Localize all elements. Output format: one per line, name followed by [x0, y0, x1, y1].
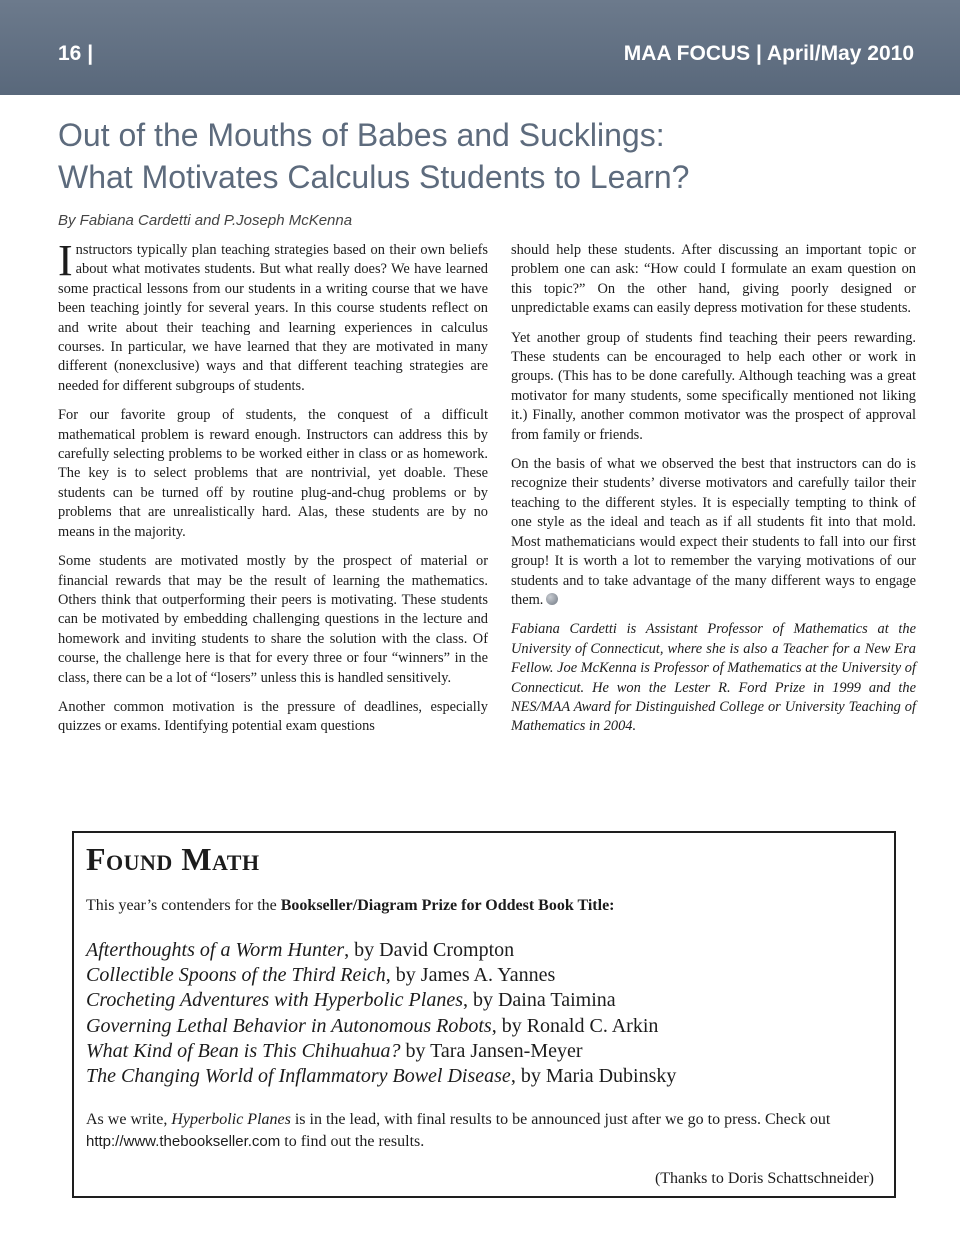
book-item [86, 1064, 676, 1089]
book-item [86, 963, 676, 988]
book-item [86, 938, 676, 963]
paragraph-5: should help these students. After discussing an important topic or problem one can ask: “How could I formulate an exam question on this topic?” On the other hand, giving poorly designed or unpredictable exams can easily depress motivation for these students. [511, 242, 916, 317]
note-suffix: to find out the results. [280, 1133, 425, 1150]
author-bio: Fabiana Cardetti is Assistant Professor of Mathematics at the University of Connecticut, where she is also a Teacher for a New Era Fellow. Joe McKenna is Professor of Mathematics at the University of Connecticut. He won the Lester R. Ford Prize in 1999 and the NES/MAA Award for Distinguished College or University Teaching of Mathematics in 2004. [511, 621, 916, 735]
book-title: Collectible Spoons of the Third Reich [86, 964, 386, 987]
paragraph-7 [511, 455, 916, 610]
bookseller-link[interactable]: http://www.thebookseller.com [86, 1133, 281, 1150]
article-title [58, 114, 918, 198]
book-author: , by David Crompton [344, 939, 515, 961]
note-italic: Hyperbolic Planes [171, 1111, 291, 1128]
found-math-title: Found Math [86, 841, 260, 877]
book-title: Governing Lethal Behavior in Autonomous Robots [86, 1014, 492, 1037]
found-math-intro [86, 897, 615, 915]
book-item [86, 1014, 676, 1039]
article-column-left [58, 236, 488, 747]
paragraph-1 [58, 236, 488, 396]
note-middle: is in the lead, with final results to be announced just after we go to press. Check out [290, 1111, 831, 1128]
found-math-box [72, 831, 896, 1198]
paragraph-4: Another common motivation is the pressure of deadlines, especially quizzes or exams. Identifying potential exam questions [58, 698, 488, 735]
intro-text: This year’s contenders for the [86, 897, 281, 914]
paragraph-1-text: nstructors typically plan teaching strategies based on their own beliefs about what motivates students. But what really does? We have learned some practical lessons from our students in a writing course that we have been teaching jointly for several years. In this course students reflect on and write about their teaching and learning experiences in calculus courses. In particular, we have learned that they are motivated in many different (nonexclusive) ways and that different teaching strategies are needed for different subgroups of students. [58, 242, 488, 394]
article-column-right [511, 241, 916, 747]
page-header [0, 0, 960, 95]
book-item [86, 988, 676, 1013]
book-author: , by Ronald C. Arkin [491, 1014, 659, 1037]
drop-cap: I [58, 236, 73, 285]
book-title: Afterthoughts of a Worm Hunter [86, 939, 345, 961]
paragraph-3: Some students are motivated mostly by the prospect of material or financial rewards that may be the result of learning the mathematics. Others think that outperforming their peers is motivating. These students can be motivated by embedding challenging questions in the lecture and homework and inviting students to share the solution with the class. Of course, the challenge here is that for every three or four “winners” in the class, there can be a lot of “losers” unless this is handled sensitively. [58, 553, 488, 686]
article-title-line-2: What Motivates Calculus Students to Learn? [58, 159, 690, 195]
book-title: What Kind of Bean is This Chihuahua? [86, 1039, 401, 1062]
book-author: , by James A. Yannes [385, 964, 556, 987]
page-number: 16 | [58, 42, 94, 65]
found-math-note [86, 1109, 886, 1153]
book-title: Crocheting Adventures with Hyperbolic Planes [86, 989, 463, 1012]
found-math-thanks: (Thanks to Doris Schattschneider) [654, 1170, 874, 1187]
prize-name: Bookseller/Diagram Prize for Oddest Book Title: [280, 897, 615, 914]
publication-title: MAA FOCUS | April/May 2010 [623, 42, 914, 65]
note-prefix: As we write, [86, 1111, 172, 1128]
article-title-line-1: Out of the Mouths of Babes and Sucklings: [58, 117, 665, 153]
book-author: by Tara Jansen-Meyer [400, 1039, 583, 1062]
paragraph-6: Yet another group of students find teaching their peers rewarding. These students can be encouraged to help each other or work in groups. (This has to be done carefully. Although teaching was a great motivator for many students, some specifically mentioned not liking it.) Finally, another common motivator was the prospect of approval from family or friends. [511, 329, 916, 443]
byline: By Fabiana Cardetti and P.Joseph McKenna [58, 212, 353, 229]
paragraph-7-text: On the basis of what we observed the best that instructors can do is recognize their students’ diverse motivators and carefully tailor their teaching to the different styles. It is especially tempting to think of one style as the ideal and teach as if all students fit into that mold. Most mathematicians would expect their students to fall into our first group! It is worth a lot to remember the varying motivations of our students and to take advantage of the many different ways to engage them. [511, 456, 916, 608]
book-author: , by Daina Taimina [462, 989, 616, 1012]
book-list [86, 938, 676, 1089]
book-author: , by Maria Dubinsky [510, 1065, 677, 1088]
book-item [86, 1039, 676, 1064]
paragraph-2: For our favorite group of students, the conquest of a difficult mathematical problem is reward enough. Instructors can address this by carefully selecting problems to be worked either in class or as homework. The key is to select problems that are nontrivial, yet doable. These students can be turned off by routine plug-and-chug problems or by problems that are unrealistically hard. Alas, these students are by no means in the majority. [58, 407, 488, 540]
end-of-article-icon [546, 593, 558, 605]
book-title: The Changing World of Inflammatory Bowel Disease [86, 1065, 511, 1088]
